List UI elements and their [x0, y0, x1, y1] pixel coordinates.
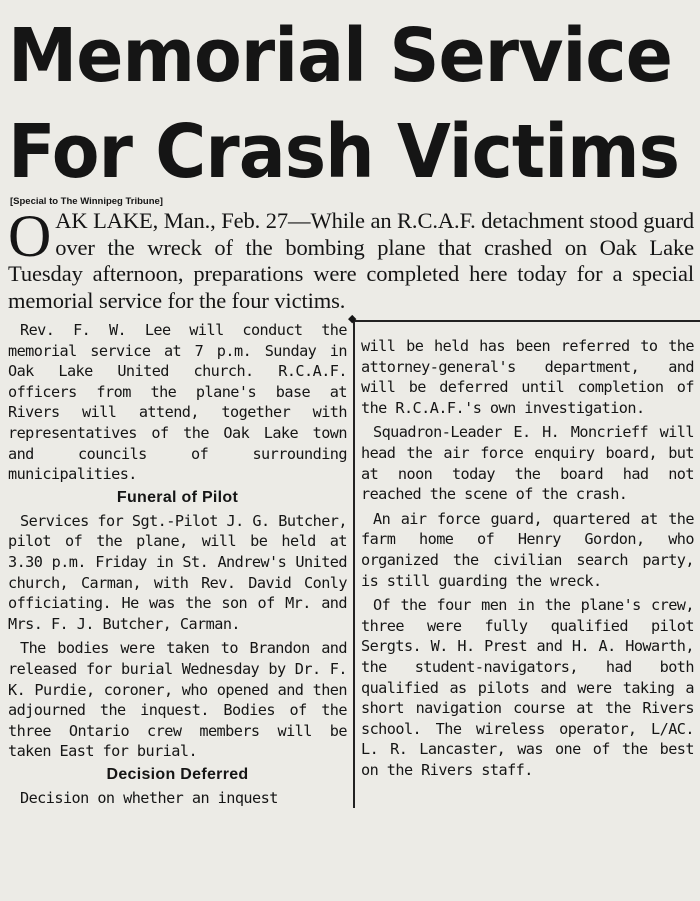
- subhead-funeral: Funeral of Pilot: [116, 488, 239, 506]
- lead-paragraph: [8, 203, 694, 314]
- paragraph: will be held has been referred to the attorney-general's department, and will be deferred until completion of the R.C.A.F.'s own investigation.: [361, 337, 694, 417]
- paragraph: The bodies were taken to Brandon and released for burial Wednesday by Dr. F. K. Purdie, coroner, who opened and then adjourned the inquest. Bodies of the three Ontario crew members will be taken East for burial.: [8, 639, 347, 761]
- headline-line-2: For Crash Victims: [8, 109, 680, 195]
- left-column: [8, 320, 353, 808]
- headline-line-1: Memorial Service: [8, 13, 672, 99]
- paragraph: Services for Sgt.-Pilot J. G. Butcher, pilot of the plane, will be held at 3.30 p.m. Friday in St. Andrew's United church, Carman, with Rev. David Conly officiating. He was the son of Mr. and Mrs. F. J. Butcher, Carman.: [8, 511, 347, 633]
- byline-credit: [Special to The Winnipeg Tribune]: [10, 196, 163, 207]
- headline: [8, 8, 680, 200]
- newspaper-clipping: [0, 8, 700, 901]
- paragraph: An air force guard, quartered at the farm home of Henry Gordon, who organized the civilian search party, is still guarding the wreck.: [361, 509, 694, 590]
- right-column: [348, 313, 694, 808]
- paragraph: Squadron-Leader E. H. Moncrieff will head the air force enquiry board, but at noon today the board had not reached the scene of the crash.: [361, 423, 694, 504]
- lead-text: AK LAKE, Man., Feb. 27—While an R.C.A.F. detachment stood guard over the wreck of the bombing plane that crashed on Oak Lake Tuesday afternoon, preparations were completed here today for a special memorial service for the four victims.: [8, 208, 694, 313]
- paragraph: Decision on whether an inquest: [20, 788, 278, 807]
- paragraph: Rev. F. W. Lee will conduct the memorial service at 7 p.m. Sunday in Oak Lake United church. R.C.A.F. officers from the plane's base at Rivers will attend, together with representatives of the Oak Lake town and councils of surrounding municipalities.: [8, 321, 347, 484]
- paragraph: Of the four men in the plane's crew, three were fully qualified pilot Sergts. W. H. Prest and H. A. Howarth, the student-navigators, had both qualified as pilots and were taking a short navigation course at the Rivers school. The wireless operator, L/AC. L. R. Lancaster, was one of the best on the Rivers staff.: [361, 596, 694, 779]
- article-body: [8, 313, 694, 808]
- subhead-decision: Decision Deferred: [106, 765, 249, 783]
- drop-cap: O: [8, 203, 52, 269]
- column-rule-ornament-icon: ◆: [348, 313, 357, 325]
